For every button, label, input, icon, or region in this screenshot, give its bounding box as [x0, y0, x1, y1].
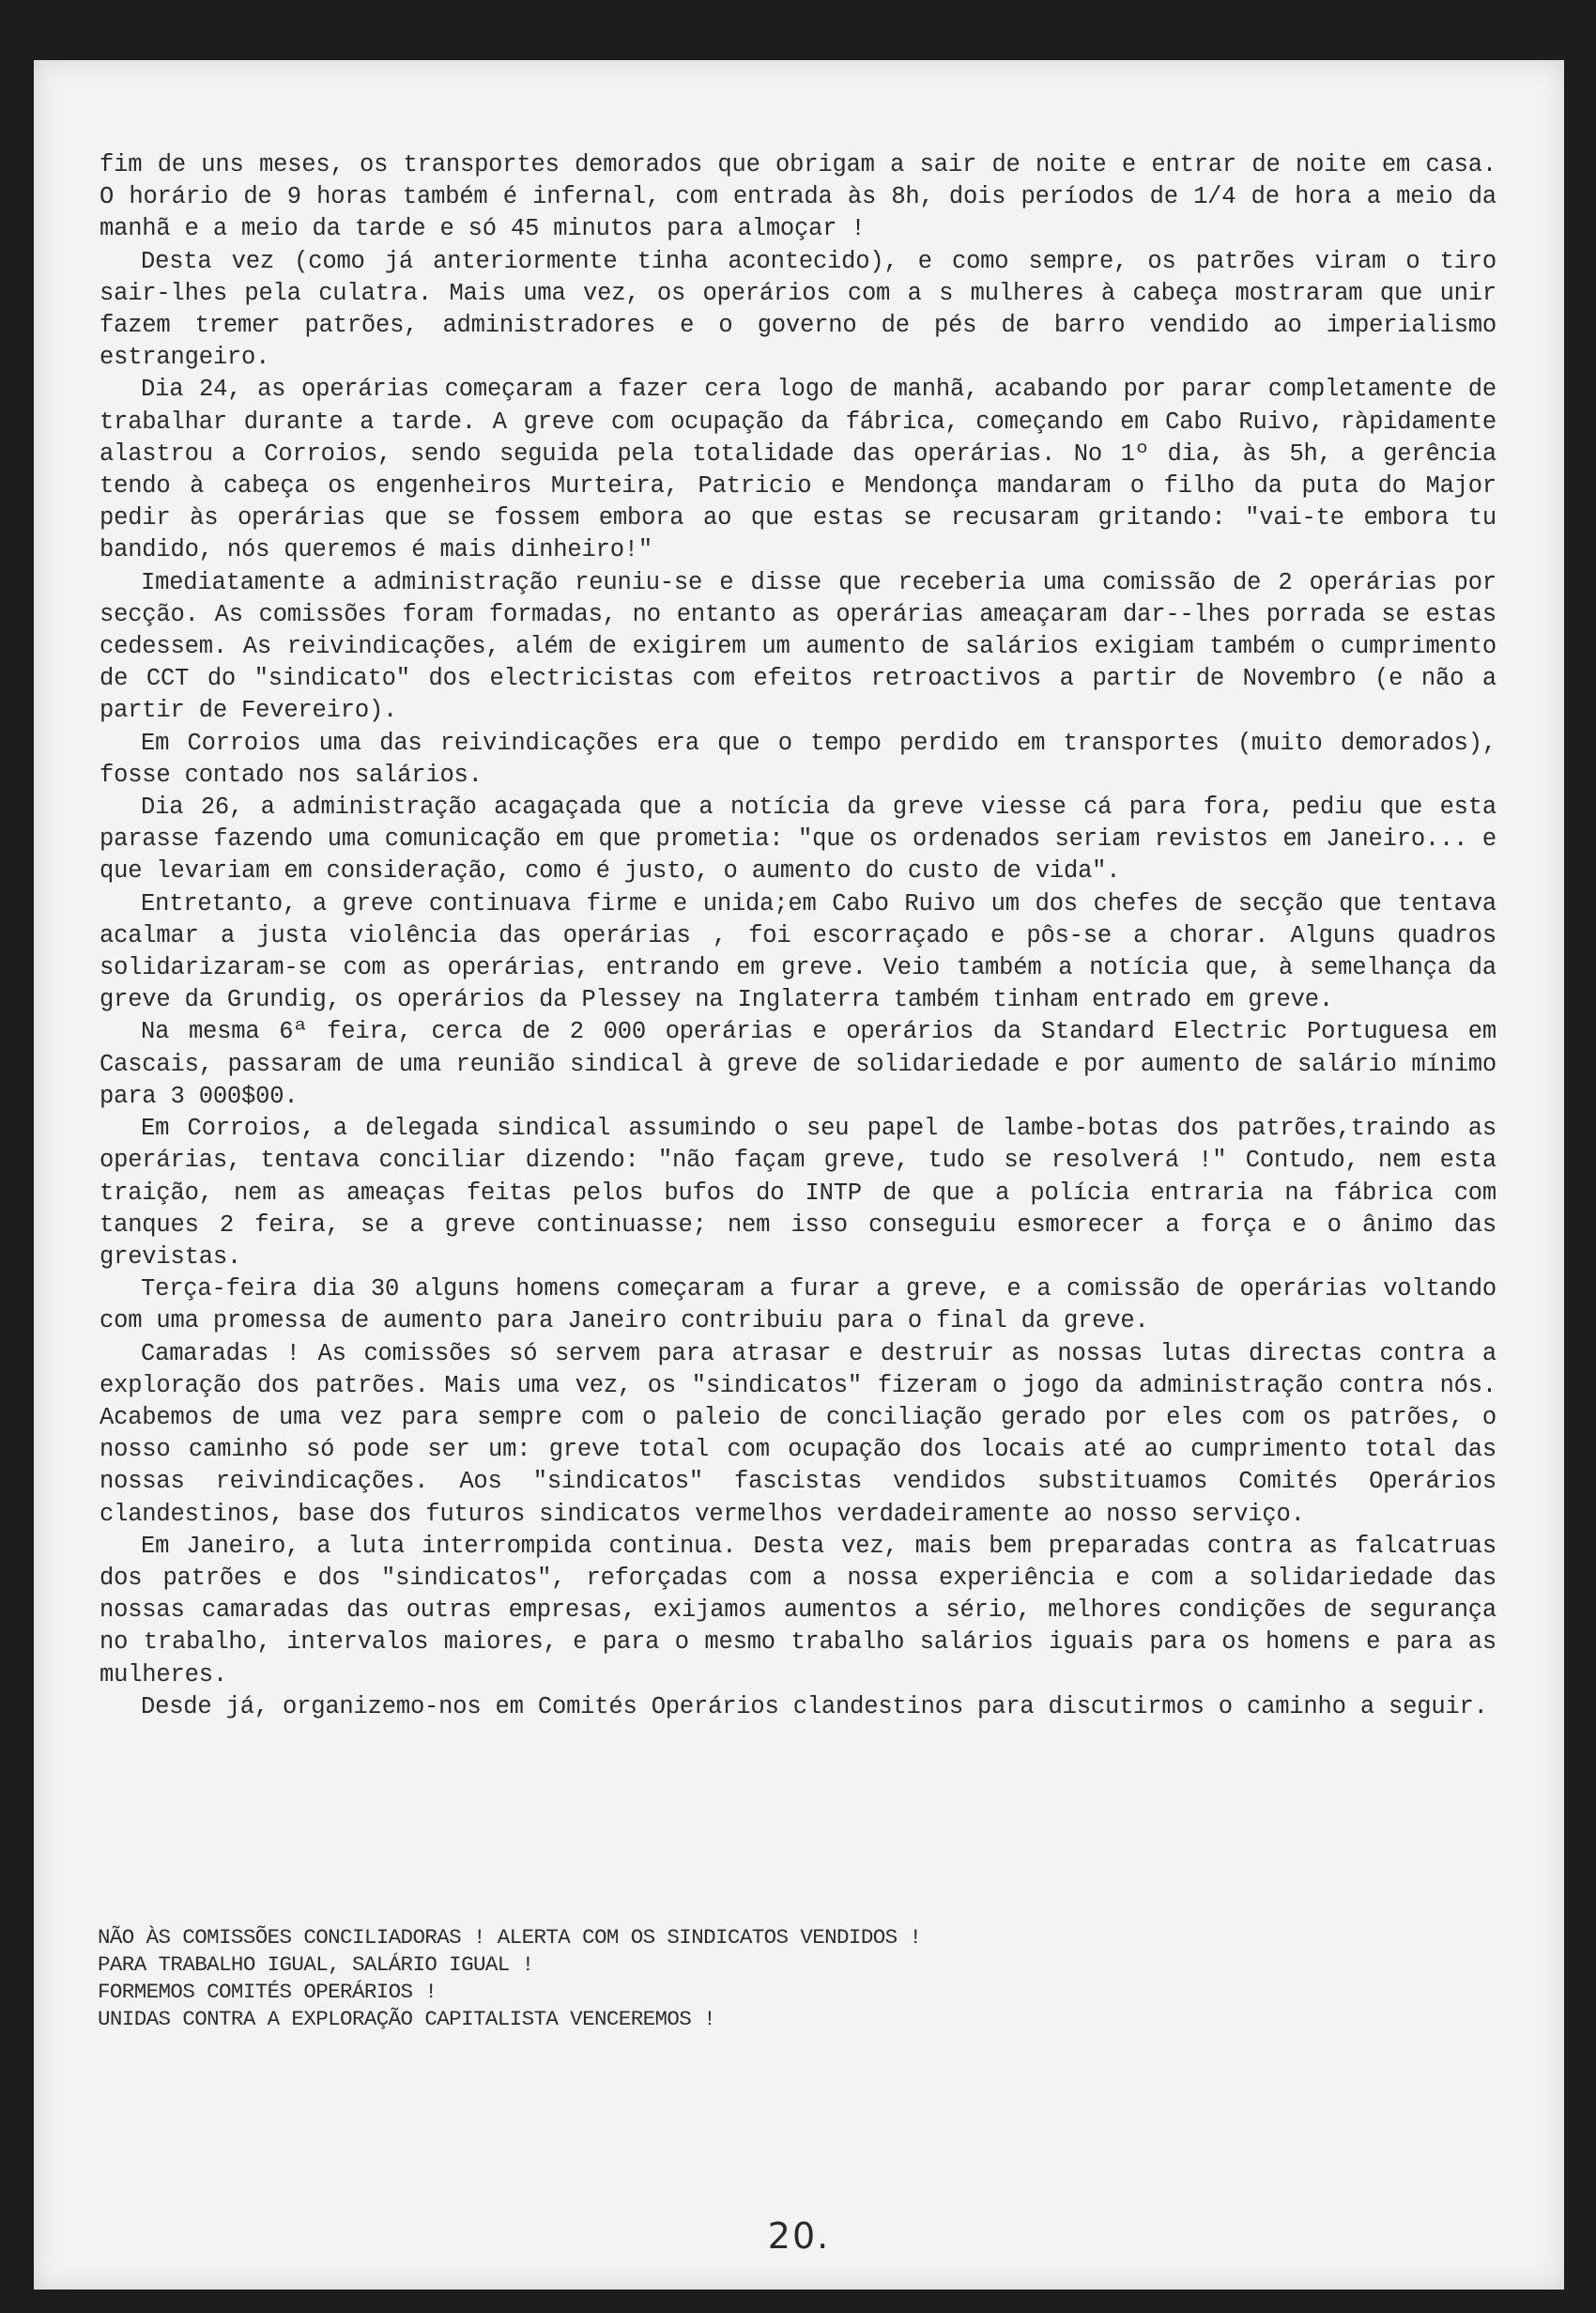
slogan-line: PARA TRABALHO IGUAL, SALÁRIO IGUAL ! — [98, 1952, 534, 1977]
slogan-line: UNIDAS CONTRA A EXPLORAÇÃO CAPITALISTA VENCEREMOS ! — [98, 2007, 716, 2031]
paragraph: fim de uns meses, os transportes demorados que obrigam a sair de noite e entrar de noite em casa. O horário de 9 horas também é infernal, com entrada às 8h, dois períodos de 1/4 de hora a meio da manhã e a meio da tarde e só 45 minutos para almoçar ! — [100, 151, 1496, 243]
paragraph: Em Corroios uma das reivindicações era que o tempo perdido em transportes (muito demorados), fosse contado nos salários. — [100, 729, 1496, 789]
paragraph: Em Janeiro, a luta interrompida continua. Desta vez, mais bem preparadas contra as falcatruas dos patrões e dos "sindicatos", reforçadas com a nossa experiência e com a solidariedade das nossas camaradas das outras empresas, exijamos aumentos a sério, melhores condições de segurança no trabalho, intervalos maiores, e para o mesmo trabalho salários iguais para os homens e para as mulheres. — [100, 1532, 1496, 1688]
slogan-block — [98, 1924, 1318, 2033]
page-number: 20. — [767, 2215, 831, 2257]
paragraph: Dia 26, a administração acagaçada que a notícia da greve viesse cá para fora, pediu que esta parasse fazendo uma comunicação em que prometia: "que os ordenados seriam revistos em Janeiro... e que levariam em consideração, como é justo, o aumento do custo de vida". — [100, 794, 1496, 886]
paragraph: Camaradas ! As comissões só servem para atrasar e destruir as nossas lutas directas contra a exploração dos patrões. Mais uma vez, os "sindicatos" fizeram o jogo da administração contra nós. Acabemos de uma vez para sempre com o paleio de conciliação gerado por eles com os patrões, o nosso caminho só pode ser um: greve total com ocupação dos locais até ao cumprimento total das nossas reivindicações. Aos "sindicatos" fascistas vendidos substituamos Comités Operários clandestinos, base dos futuros sindicatos vermelhos verdadeiramente ao nosso serviço. — [100, 1339, 1496, 1528]
paragraph: Terça-feira dia 30 alguns homens começaram a furar a greve, e a comissão de operárias voltando com uma promessa de aumento para Janeiro contribuiu para o final da greve. — [100, 1275, 1496, 1335]
paragraph: Desde já, organizemo-nos em Comités Operários clandestinos para discutirmos o caminho a seguir. — [141, 1692, 1488, 1720]
paragraph: Dia 24, as operárias começaram a fazer cera logo de manhã, acabando por parar completamente de trabalhar durante a tarde. A greve com ocupação da fábrica, começando em Cabo Ruivo, ràpidamente alastrou a Corroios, sendo seguida pela totalidade das operárias. No 1º dia, às 5h, a gerência tendo à cabeça os engenheiros Murteira, Patricio e Mendonça mandaram o filho da puta do Major pedir às operárias que se fossem embora ao que estas se recusaram gritando: "vai-te embora tu bandido, nós queremos é mais dinheiro!" — [100, 376, 1496, 564]
paragraph: Em Corroios, a delegada sindical assumindo o seu papel de lambe-botas dos patrões,traindo as operárias, tentava conciliar dizendo: "não façam greve, tudo se resolverá !" Contudo, nem esta traição, nem as ameaças feitas pelos bufos do INTP de que a polícia entraria na fábrica com tanques 2 feira, se a greve continuasse; nem isso conseguiu esmorecer a força e o ânimo das grevistas. — [100, 1115, 1496, 1271]
paragraph: Entretanto, a greve continuava firme e unida;em Cabo Ruivo um dos chefes de secção que tentava acalmar a justa violência das operárias , foi escorraçado e pôs-se a chorar. Alguns quadros solidarizaram-se com as operárias, entrando em greve. Veio também a notícia que, à semelhança da greve da Grundig, os operários da Plessey na Inglaterra também tinham entrado em greve. — [100, 889, 1496, 1014]
slogan-line: NÃO ÀS COMISSÕES CONCILIADORAS ! ALERTA COM OS SINDICATOS VENDIDOS ! — [98, 1925, 922, 1950]
body-text — [100, 149, 1496, 1723]
paragraph: Desta vez (como já anteriormente tinha acontecido), e como sempre, os patrões viram o tiro sair-lhes pela culatra. Mais uma vez, os operários com a s mulheres à cabeça mostraram que unir fazem tremer patrões, administradores e o governo de pés de barro vendido ao imperialismo estrangeiro. — [100, 247, 1496, 372]
document-page — [34, 60, 1564, 2290]
paragraph: Imediatamente a administração reuniu-se e disse que receberia uma comissão de 2 operárias por secção. As comissões foram formadas, no entanto as operárias ameaçaram dar--lhes porrada se estas cedessem. As reivindicações, além de exigirem um aumento de salários exigiam também o cumprimento de CCT do "sindicato" dos electricistas com efeitos retroactivos a partir de Novembro (e não a partir de Fevereiro). — [100, 568, 1496, 725]
slogan-line: FORMEMOS COMITÉS OPERÁRIOS ! — [98, 1980, 437, 2004]
paragraph: Na mesma 6ª feira, cerca de 2 000 operárias e operários da Standard Electric Portuguesa em Cascais, passaram de uma reunião sindical à greve de solidariedade e por aumento de salário mínimo para 3 000$00. — [100, 1018, 1496, 1110]
